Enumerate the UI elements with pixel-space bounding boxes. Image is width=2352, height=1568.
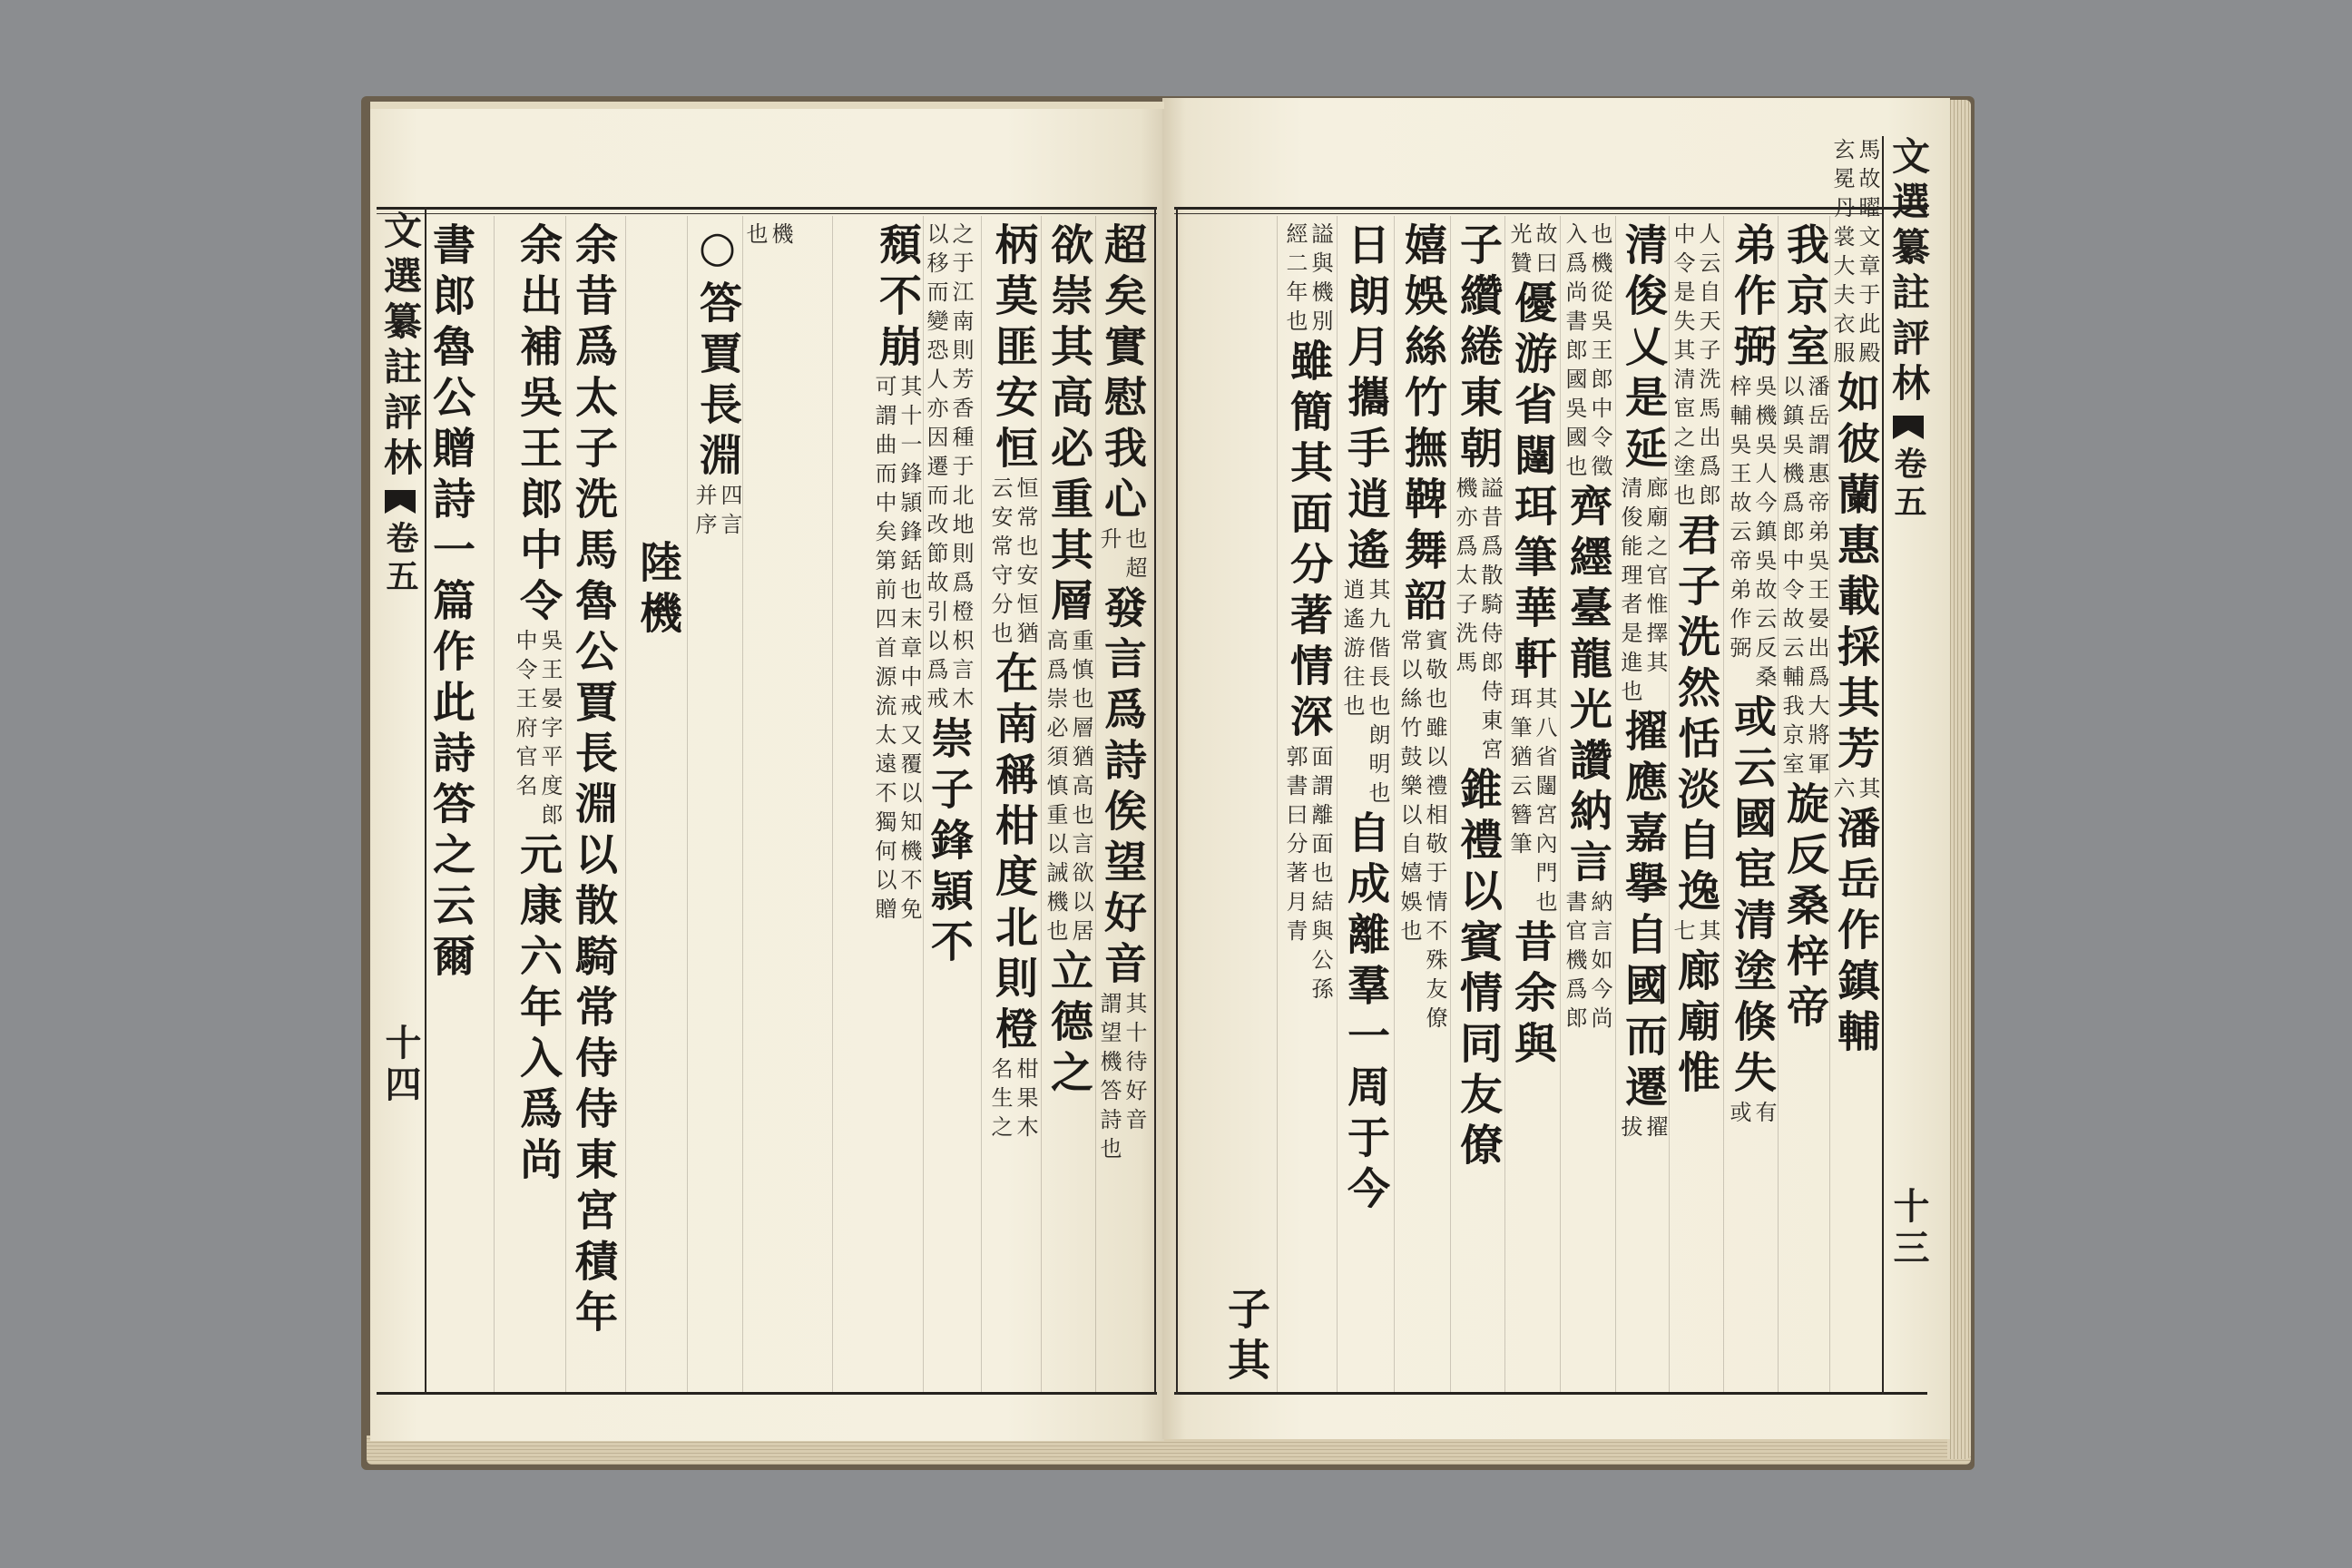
column-rule [1277, 216, 1278, 1392]
text-column [691, 222, 742, 1388]
main-text: 欲崇其高必重其層 [1044, 222, 1093, 629]
annotation-right-line: 重慎也層猶高也言欲以居 [1068, 629, 1093, 948]
double-line-annotation [1506, 222, 1557, 280]
annotation-left-line: 可謂曲而中矣第前四首源流太遠不獨何以贈 [871, 375, 897, 926]
annotation-right-line: 也機從吳王郎中令徵 [1587, 222, 1612, 484]
main-text: 余出補吳王郎中令 [513, 222, 563, 629]
annotation-right-line: 其十待好音 [1122, 992, 1147, 1137]
double-line-annotation [1396, 629, 1447, 1035]
annotation-right-line: 之于江南則芳香種于北地則爲橙枳言木 [948, 222, 974, 716]
annotation-left-line: 光贊 [1506, 222, 1532, 280]
folio-number: 十四 [379, 1024, 422, 1107]
text-column [567, 222, 618, 1388]
double-line-annotation [1506, 687, 1557, 919]
annotation-right-line: 恒常也安恒猶 [1013, 476, 1038, 651]
annotation-right-line: 吳機吳人今鎮吳故云反桑 [1751, 375, 1777, 694]
left-frame-inner-line [1154, 207, 1156, 1395]
main-text: 旋反桑梓帝 [1779, 781, 1829, 1035]
double-line-annotation [1726, 375, 1777, 694]
double-line-annotation [1617, 476, 1668, 709]
left-frame-top-inner-line [377, 213, 1157, 214]
main-text: 在南稱柑度北則橙 [988, 651, 1038, 1057]
right-frame-bottom-line [1174, 1392, 1927, 1395]
annotation-right-line: 其九偕長也朗明也 [1365, 578, 1390, 810]
double-line-annotation [987, 1057, 1038, 1144]
right-frame-top-line [1174, 207, 1927, 210]
annotation-left-line: 六 [1829, 777, 1855, 806]
annotation-left-line: 升 [1096, 527, 1122, 556]
column-rule [1337, 216, 1338, 1392]
annotation-left-line: 中令是失其清宦之塗也 [1670, 222, 1695, 513]
annotation-left-line: 經二年也 [1282, 222, 1308, 338]
annotation-left-line: 名生之 [987, 1057, 1013, 1144]
fishtail-mark-icon [1893, 416, 1924, 439]
column-rule [565, 216, 566, 1392]
annotation-left-line: 拔 [1617, 1115, 1642, 1144]
annotation-right-line: 擢 [1642, 1115, 1668, 1144]
main-text: 齊纆臺龍光讚納言 [1563, 484, 1612, 890]
column-rule [1829, 216, 1830, 1392]
double-line-annotation [1617, 1115, 1668, 1144]
annotation-left-line: 入爲尚書郎國吳國也 [1562, 222, 1587, 484]
annotation-left-line: 或 [1726, 1101, 1751, 1130]
annotation-right-line: 謚昔爲散騎侍郎侍東宮 [1477, 476, 1503, 767]
double-line-annotation [1339, 578, 1390, 810]
main-text: 清俊乂是延 [1618, 222, 1668, 476]
main-text: 余昔爲太子洗馬魯公賈長淵以散騎常侍侍東宮積年 [568, 222, 618, 1340]
annotation-right-line: 四言 [717, 484, 742, 542]
main-text: 崇子鋒頴不 [924, 716, 974, 970]
left-page-top-edge [370, 102, 1164, 109]
double-line-annotation [1562, 222, 1612, 484]
double-line-annotation [923, 222, 974, 716]
annotation-right-line: 柑果木 [1013, 1057, 1038, 1144]
column-rule [1778, 216, 1779, 1392]
fishtail-mark-icon [385, 490, 416, 514]
double-line-annotation [1829, 138, 1880, 370]
column-rule [494, 216, 495, 1392]
annotation-right-line: 其八省闥宮內門也 [1532, 687, 1557, 919]
annotation-left-line: 并序 [691, 484, 717, 542]
double-line-annotation [1043, 629, 1093, 948]
double-line-annotation [1096, 527, 1147, 585]
double-line-annotation [1670, 222, 1720, 513]
annotation-left-line: 玄冕丹裳大夫衣服 [1829, 138, 1855, 370]
main-text: 頹不崩 [872, 222, 922, 375]
annotation-right-line: 謚與機別 [1308, 222, 1333, 338]
double-line-annotation [691, 484, 742, 542]
main-text: 元康六年入爲尚 [513, 832, 563, 1188]
text-column [871, 222, 922, 1388]
right-frame-top-inner-line [1174, 213, 1882, 214]
double-line-annotation [1779, 375, 1829, 781]
column-rule [1560, 216, 1561, 1392]
column-rule [1615, 216, 1616, 1392]
text-column [742, 222, 793, 1388]
main-text: 日朗月攜手逍遙 [1340, 222, 1390, 578]
main-text: ○答賈長淵 [692, 222, 742, 484]
column-rule [742, 216, 743, 1392]
text-column [1562, 222, 1612, 1388]
annotation-left-line: 清俊能理者是進也 [1617, 476, 1642, 709]
column-rule [625, 216, 626, 1392]
annotation-right-line: 廊廟之官惟擇其 [1642, 476, 1668, 680]
text-column [1779, 222, 1829, 1388]
text-column [425, 222, 475, 1388]
main-text: 如彼蘭惠載採其芳 [1830, 370, 1880, 777]
main-text: 子其 [1220, 1287, 1270, 1388]
annotation-right-line: 潘岳謂惠帝弟吳王晏出爲大將軍 [1804, 375, 1829, 781]
main-text: 自成離羣一周于今 [1340, 810, 1390, 1217]
main-text: 嬉娛絲竹撫鞞舞韶 [1397, 222, 1447, 629]
annotation-left-line: 珥筆猶云簪筆 [1506, 687, 1532, 861]
main-text: 昔余與 [1507, 919, 1557, 1072]
main-text: 潘岳作鎮輔 [1830, 806, 1880, 1060]
text-column [1670, 222, 1720, 1388]
text-column [1096, 222, 1147, 1388]
double-line-annotation [1726, 1101, 1777, 1130]
main-text: 柄莫匪安恒 [988, 222, 1038, 476]
double-line-annotation [1452, 476, 1503, 767]
column-rule [981, 216, 982, 1392]
double-line-annotation [1282, 745, 1333, 1006]
text-column [632, 540, 682, 1388]
double-line-annotation [1282, 222, 1333, 338]
annotation-left-line: 高爲崇必須慎重以誡機也 [1043, 629, 1068, 948]
annotation-right-line: 其 [1695, 919, 1720, 948]
double-line-annotation [512, 629, 563, 832]
annotation-left-line: 梓輔吳王故云帝弟作弼 [1726, 375, 1751, 665]
annotation-right-line: 也超 [1122, 527, 1147, 585]
annotation-right-line: 納言如今尚 [1587, 890, 1612, 1035]
text-column [1282, 222, 1333, 1388]
annotation-left-line: 常以絲竹鼓樂以自嬉娛也 [1396, 629, 1422, 948]
main-text: 君子洗然恬淡自逸 [1671, 513, 1720, 919]
annotation-left-line: 郭書曰分著月青 [1282, 745, 1308, 948]
annotation-left-line: 云安常守分也 [987, 476, 1013, 651]
annotation-right-line: 有 [1751, 1101, 1777, 1130]
main-text: 錐禮以賓情同友僚 [1453, 767, 1503, 1173]
right-frame-inner-line [1176, 207, 1178, 1395]
book-title: 文選纂註評林 [1886, 136, 1931, 408]
annotation-left-line: 以移而變恐人亦因遷而改節故引以爲戒 [923, 222, 948, 716]
annotation-left-line: 機亦爲太子洗馬 [1452, 476, 1477, 680]
text-column [1396, 222, 1447, 1388]
text-column [1726, 222, 1777, 1388]
text-column [1452, 222, 1503, 1388]
annotation-right-line: 機 [768, 222, 793, 251]
double-line-annotation [1096, 992, 1147, 1166]
book-title: 文選纂註評林 [378, 211, 423, 483]
annotation-left-line: 七 [1670, 919, 1695, 948]
annotation-right-line: 其十一鋒頴鋒銛也末章中戒又覆以知機不免 [897, 375, 922, 926]
text-column [987, 222, 1038, 1388]
column-rule [832, 216, 833, 1392]
column-rule [1723, 216, 1724, 1392]
main-text: 立德之 [1044, 948, 1093, 1101]
main-text: 擢應嘉擧自國而遷 [1618, 709, 1668, 1115]
right-margin-divider [1882, 136, 1884, 1395]
main-text: 或云國宦清塗倏失 [1727, 694, 1777, 1101]
annotation-right-line: 賓敬也雖以禮相敬于情不殊友僚 [1422, 629, 1447, 1035]
double-line-annotation [871, 375, 922, 926]
double-line-annotation [987, 476, 1038, 651]
double-line-annotation [742, 222, 793, 251]
column-rule [1041, 216, 1042, 1392]
annotation-left-line: 也 [742, 222, 768, 251]
left-page-margin-header [377, 211, 423, 597]
annotation-right-line: 吳王晏字平度郎 [537, 629, 563, 832]
column-rule [1095, 216, 1096, 1392]
left-frame-top-line [377, 207, 1157, 210]
annotation-left-line: 書官機爲郎 [1562, 890, 1587, 1035]
column-rule [1669, 216, 1670, 1392]
text-column [1339, 222, 1390, 1388]
main-text: 陸機 [632, 540, 682, 642]
column-rule [687, 216, 688, 1392]
page-stack-right-edge [1947, 100, 1971, 1459]
annotation-left-line: 中令王府官名 [512, 629, 537, 803]
main-text: 書郎魯公贈詩一篇作此詩答之云爾 [426, 222, 475, 985]
text-column [512, 222, 563, 1388]
column-rule [923, 216, 924, 1392]
right-page-margin-header [1886, 136, 1931, 523]
annotation-right-line: 故曰 [1532, 222, 1557, 280]
volume-label: 卷五 [381, 521, 419, 597]
double-line-annotation [1670, 919, 1720, 948]
text-column [1617, 222, 1668, 1388]
main-text: 廊廟惟 [1671, 948, 1720, 1101]
folio-number: 十三 [1887, 1187, 1930, 1270]
double-line-annotation [1829, 777, 1880, 806]
text-column [1506, 222, 1557, 1388]
text-column [1220, 222, 1270, 1388]
main-text: 雖簡其面分著情深 [1283, 338, 1333, 745]
main-text: 優游省闥珥筆華軒 [1507, 280, 1557, 687]
column-rule [1394, 216, 1395, 1392]
column-rule [1504, 216, 1505, 1392]
main-text: 子纘綣東朝 [1453, 222, 1503, 476]
text-column [1829, 138, 1880, 1388]
annotation-right-line: 其 [1855, 777, 1880, 806]
double-line-annotation [1562, 890, 1612, 1035]
annotation-left-line: 逍遙游往也 [1339, 578, 1365, 723]
text-column [923, 222, 974, 1388]
annotation-right-line: 馬故曜文章于此殿 [1855, 138, 1880, 370]
annotation-right-line: 人云自天子洗馬出爲郎 [1695, 222, 1720, 513]
annotation-left-line: 以鎮吳機爲郎中令故云輔我京室 [1779, 375, 1804, 781]
annotation-left-line: 謂望機答詩也 [1096, 992, 1122, 1166]
main-text: 我京室 [1779, 222, 1829, 375]
main-text: 發言爲詩俟望好音 [1097, 585, 1147, 992]
volume-label: 卷五 [1889, 446, 1927, 523]
left-frame-bottom-line [377, 1392, 1157, 1395]
column-rule [1450, 216, 1451, 1392]
annotation-right-line: 面謂離面也結與公孫 [1308, 745, 1333, 1006]
text-column [1043, 222, 1093, 1388]
main-text: 弟作弼 [1727, 222, 1777, 375]
main-text: 超矣實慰我心 [1097, 222, 1147, 527]
